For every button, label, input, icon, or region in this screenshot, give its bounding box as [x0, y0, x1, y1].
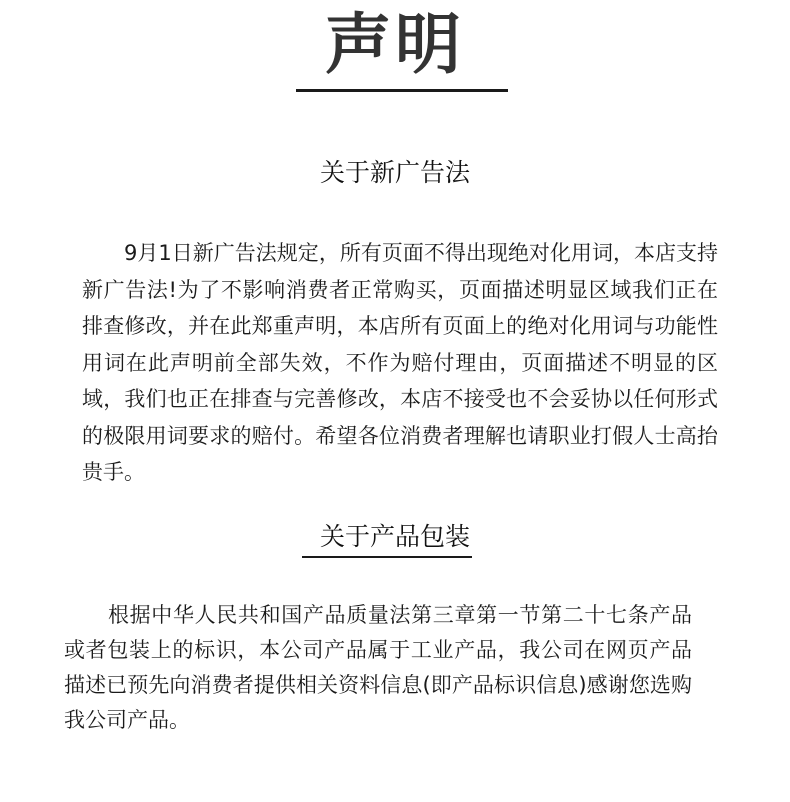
section-body-advertising-law: 9月1日新广告法规定，所有页面不得出现绝对化用词，本店支持新广告法!为了不影响消费者正常购买，页面描述明显区域我们正在排查修改，并在此郑重声明，本店所有页面上的绝对化用词与功能性用词在此声明前全部失效，不作为赔付理由，页面描述不明显的区域，我们也正在排查与完善修改，本店不接受也不会妥协以任何形式的极限用词要求的赔付。希望各位消费者理解也请职业打假人士高抬贵手。 [82, 241, 718, 484]
section-body-packaging: 根据中华人民共和国产品质量法第三章第一节第二十七条产品或者包装上的标识，本公司产品属于工业产品，我公司在网页产品描述已预先向消费者提供相关资料信息(即产品标识信息)感谢您选购我公司产品。 [64, 603, 692, 732]
page-title: 声明 [325, 6, 465, 83]
title-underline [296, 89, 508, 92]
heading-underline [302, 556, 472, 558]
section-heading-advertising-law: 关于新广告法 [319, 158, 470, 187]
section-heading-packaging: 关于产品包装 [319, 522, 470, 551]
